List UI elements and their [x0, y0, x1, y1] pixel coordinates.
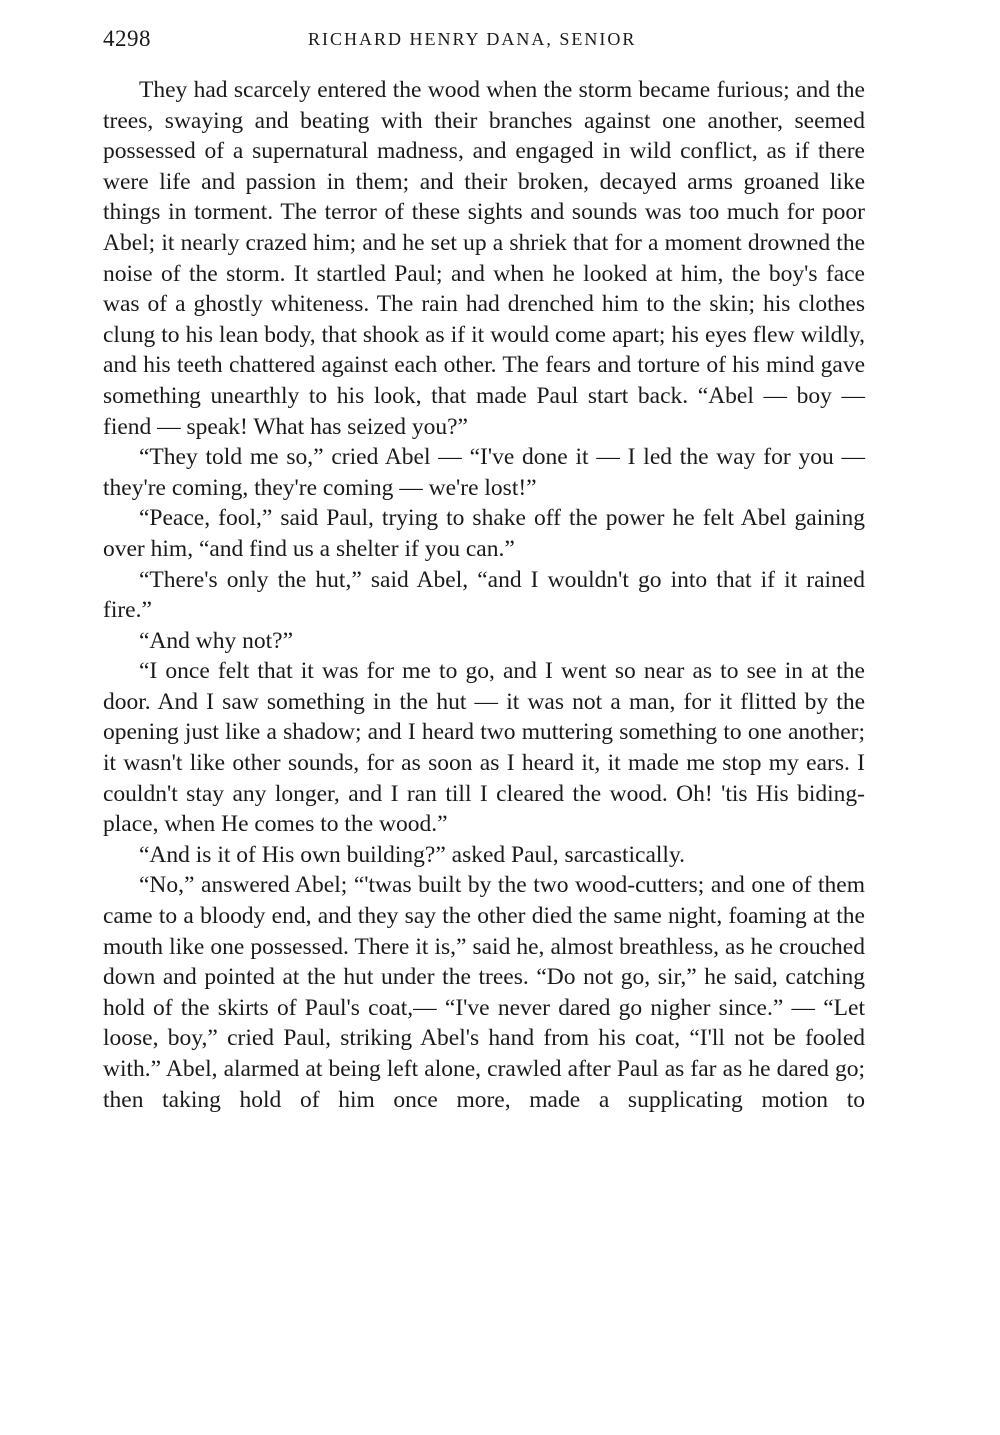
- paragraph-only-hut: “There's only the hut,” said Abel, “and I wouldn't go into that if it rained fire.”: [103, 566, 865, 624]
- running-head: RICHARD HENRY DANA, SENIOR: [308, 29, 637, 49]
- paragraph-why-not: “And why not?”: [139, 627, 294, 654]
- body-text: [103, 75, 865, 1115]
- page-header: [103, 26, 865, 56]
- paragraph-abel-cries: “They told me so,” cried Abel — “I've done it — I led the way for you — they're coming, they're coming — we're lost!”: [103, 444, 865, 501]
- paragraph-his-building: “And is it of His own building?” asked Paul, sarcastically.: [139, 841, 686, 868]
- paragraph-peace-fool: “Peace, fool,” said Paul, trying to shake off the power he felt Abel gaining over him, “and find us a shelter if you can.”: [103, 505, 865, 562]
- page-number: 4298: [103, 26, 151, 51]
- paragraph-storm: They had scarcely entered the wood when the storm became furious; and the trees, swaying and beating with their branches against one another, seemed possessed of a supernatural madness, and engaged in wild conflict, as if there were life and passion in them; and their broken, decayed arms groaned like things in torment. The terror of these sights and sounds was too much for poor Abel; it nearly crazed him; and he set up a shriek that for a moment drowned the noise of the storm. It startled Paul; and when he looked at him, the boy's face was of a ghostly whiteness. The rain had drenched him to the skin; his clothes clung to his lean body, that shook as if it would come apart; his eyes flew wildly, and his teeth chattered against each other. The fears and torture of his mind gave something unearthly to his look, that made Paul start back. “Abel — boy — fiend — speak! What has seized you?”: [103, 77, 865, 440]
- paragraph-once-felt: “I once felt that it was for me to go, and I went so near as to see in at the door. And I saw something in the hut — it was not a man, for it flitted by the opening just like a shadow; and I heard two muttering something to one another; it wasn't like other sounds, for as soon as I heard it, it made me stop my ears. I couldn't stay any longer, and I ran till I cleared the wood. Oh! 'tis His biding-place, when He comes to the wood.”: [103, 658, 865, 838]
- paragraph-wood-cutters: “No,” answered Abel; “'twas built by the two wood-cutters; and one of them came to a bloody end, and they say the other died the same night, foaming at the mouth like one possessed. There it is,” said he, almost breathless, as he crouched down and pointed at the hut under the trees. “Do not go, sir,” he said, catching hold of the skirts of Paul's coat,— “I've never dared go nigher since.” — “Let loose, boy,” cried Paul, striking Abel's hand from his coat, “I'll not be fooled with.” Abel, alarmed at being left alone, crawled after Paul as far as he dared go; then taking hold of him once more, made a supplicating motion to: [103, 872, 865, 1113]
